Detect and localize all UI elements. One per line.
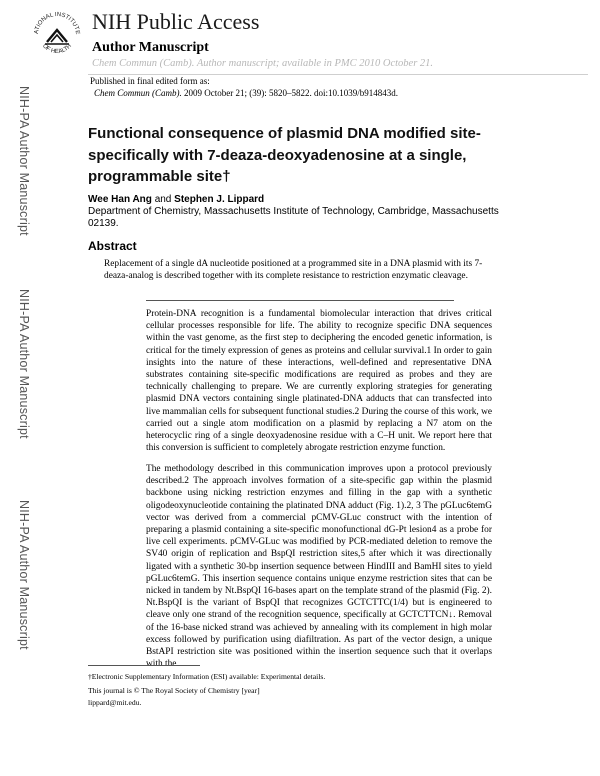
- footnote-copyright: This journal is © The Royal Society of Chemistry [year]: [88, 686, 260, 695]
- logo-text-top: ATIONAL INSTITUTE: [33, 11, 81, 35]
- header-citation-journal: Chem Commun (Camb).: [92, 58, 195, 69]
- publication-journal: Chem Commun (Camb).: [94, 88, 182, 98]
- footnote-divider: [88, 665, 200, 666]
- publication-details: [94, 87, 398, 99]
- logo-text-bottom: OF HEALTH: [41, 43, 73, 56]
- author-1: Wee Han Ang: [88, 194, 152, 205]
- side-watermark-bottom: NIH-PA Author Manuscript: [17, 500, 31, 650]
- published-label: Published in final edited form as:: [90, 76, 210, 86]
- side-watermark-top: NIH-PA Author Manuscript: [17, 86, 31, 236]
- header-title: NIH Public Access: [92, 9, 260, 34]
- footnote-esi: †Electronic Supplementary Information (ESI) available: Experimental details.: [88, 672, 326, 681]
- body-paragraph-2: The methodology described in this communication improves upon a protocol previously described.2 The approach involves formation of a site-specific gap within the plasmid backbone using nicking restriction enzymes and filling in the gap with a synthetic oligodeoxynucleotide containing the platinated DNA adduct (Fig. 1).2, 3 The pGLuc6temG vector was derived from a commercial pCMV-GLuc construct with the intention of preparing a plasmid containing a site-specific monofunctional dG-Pt lesion4 as a probe for live cell experiments. pCMV-GLuc was modified by PCR-mediated deletion to remove the SV40 origin of replication and BspQI restriction sites,5 after which it was directionally ligated with a synthetic 30-bp insertion sequence between HindIII and BamHI sites to yield pGLuc6temG. This insertion sequence contains unique enzyme restriction sites that can be nicked in tandem by Nt.BspQI 16-bases apart on the template strand of the plasmid (Fig. 2). Nt.BspQI is the variant of BspQI that recognizes GCTCTTC(1/4) but is engineered to cleave only one strand of the recognition sequence, specifically at GCTCTTCN↓. Removal of the 16-base nicked strand was achieved by annealing with its complement in high molar excess followed by purification using diafiltration. As part of the vector design, a unique BstAPI restriction site was positioned within the insertion sequence such that it overlaps: [146, 464, 492, 658]
- nih-logo: [30, 8, 84, 62]
- body-paragraph-1: Protein-DNA recognition is a fundamental biomolecular interaction that drives critical cellular processes responsible for life. The ability to recognize specific DNA sequences within the vast genome, as the first step to deciphering the encoded genetic information, is critical for the timely expression of genes as proteins and cellular survival.1 In order to gain insights into the nature of these interactions, well-defined and representative DNA substrates containing site-specific modifications are required as probes and they are technically challenging to prepare. We are currently exploring strategies for generating plasmid DNA vectors containing single platinated-DNA adducts that can transfected into live mammalian cells for subsequent functional studies.2 During the course of this work, we carried out a single atom modification on a plasmid by replacing a N7 atom on the heterocyclic ring of a single deoxyadenosine residue with a C–H unit. We report here that this conversion is sufficient to completely abrogate restriction enzyme function.: [146, 309, 493, 454]
- affiliation: Department of Chemistry, Massachusetts Institute of Technology, Cambridge, Massachusetts 02139.: [88, 206, 499, 229]
- header-subtitle: Author Manuscript: [92, 40, 209, 55]
- footnote-email: lippard@mit.edu.: [88, 698, 142, 707]
- abstract-text: Replacement of a single dA nucleotide positioned at a programmed site in a DNA plasmid with its 7-deaza-analog is described together with its complete resistance to restriction enzymatic cleavage.: [104, 259, 483, 282]
- author-2: Stephen J. Lippard: [174, 194, 265, 205]
- author-conjunction: and: [154, 194, 172, 205]
- author-line: [88, 194, 508, 206]
- header-citation-rest: Author manuscript; available in PMC 2010 October 21.: [196, 58, 434, 69]
- nih-seal-icon: [30, 8, 84, 62]
- abstract-heading: Abstract: [88, 239, 137, 253]
- header-citation: [92, 57, 433, 71]
- abstract-divider: [146, 300, 454, 301]
- side-watermark-middle: NIH-PA Author Manuscript: [17, 289, 31, 439]
- article-title: Functional consequence of plasmid DNA modified site-specifically with 7-deaza-deoxyadenosine at a single, programmable site†: [88, 125, 481, 185]
- publication-info: 2009 October 21; (39): 5820–5822. doi:10.1039/b914843d.: [184, 88, 398, 98]
